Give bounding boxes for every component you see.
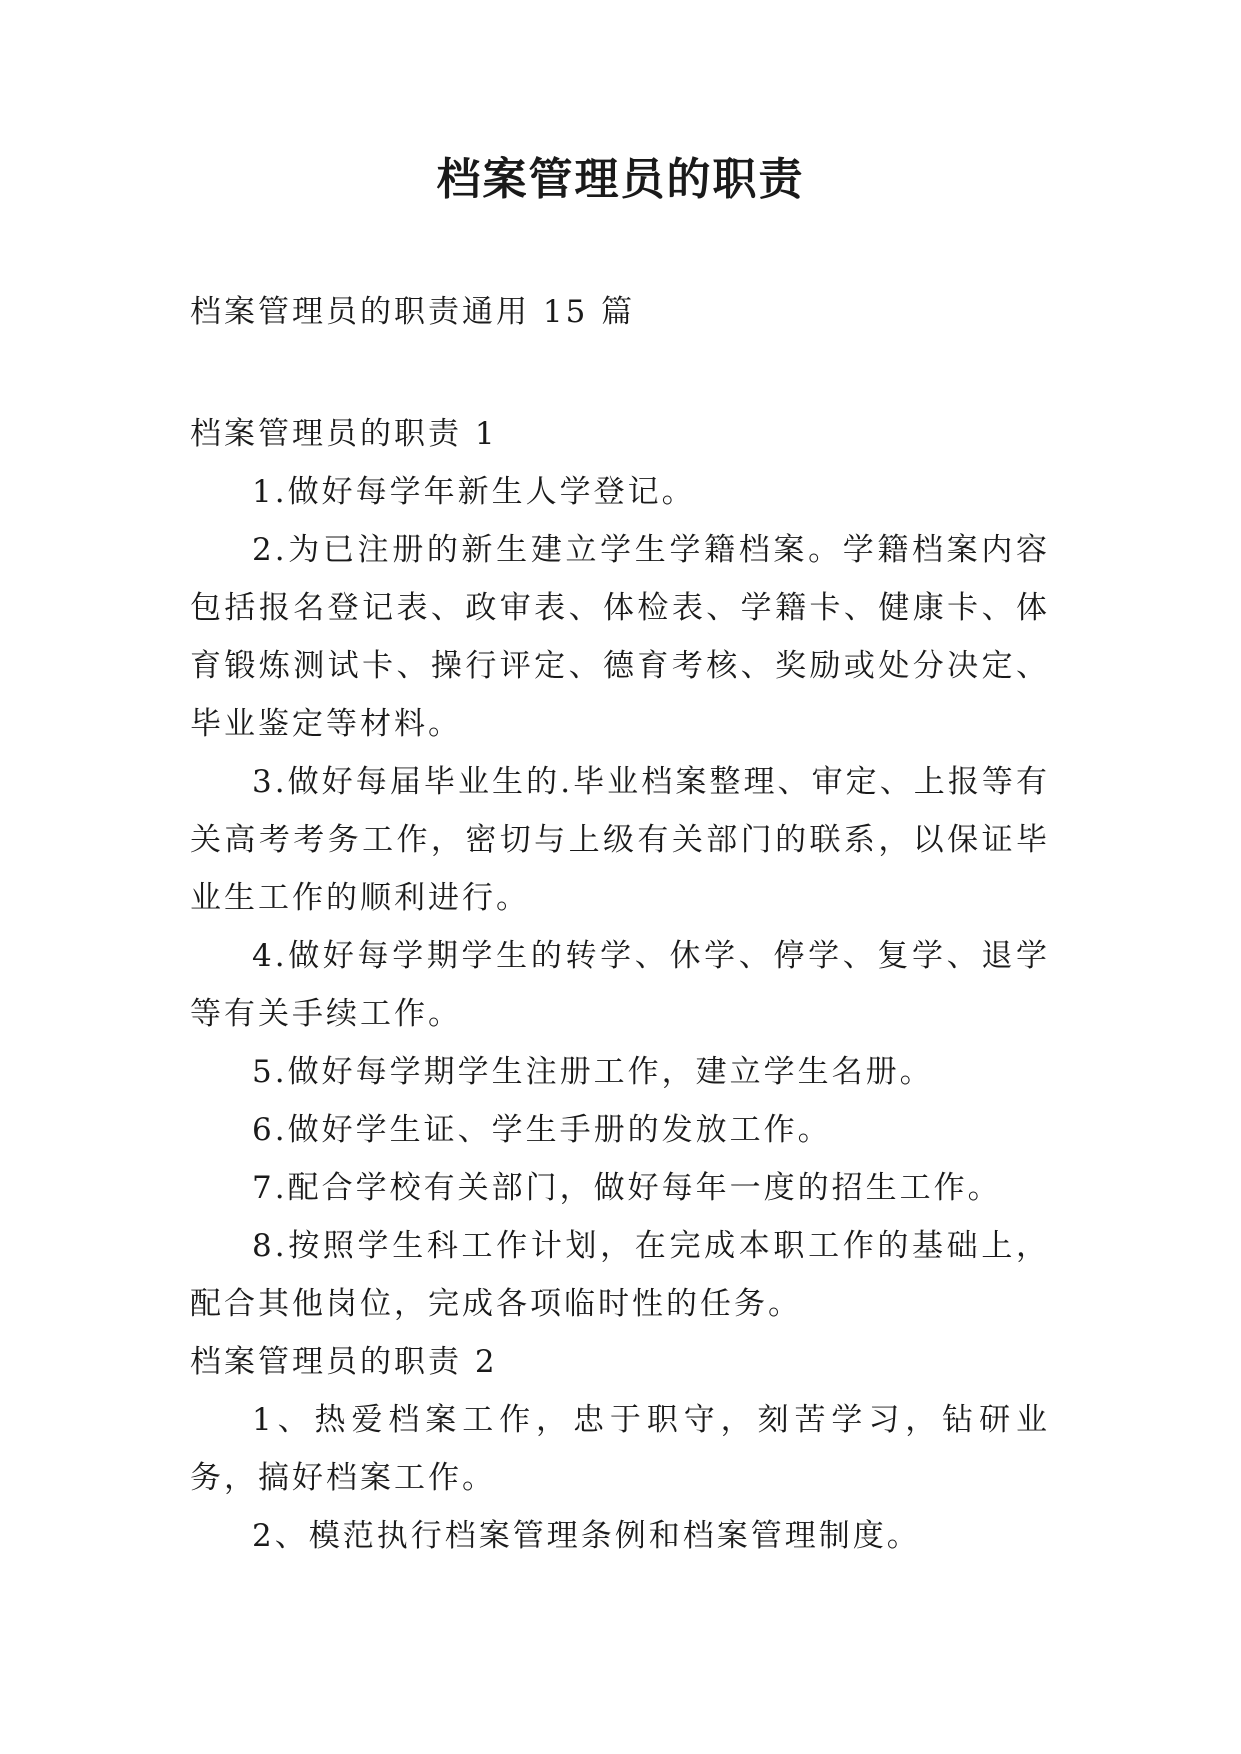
- paragraph: 3.做好每届毕业生的.毕业档案整理、审定、上报等有关高考考务工作，密切与上级有关部门的联系，以保证毕业生工作的顺利进行。: [190, 764, 1050, 916]
- document-subtitle: 档案管理员的职责通用 15 篇: [190, 294, 636, 330]
- paragraph: 7.配合学校有关部门，做好每年一度的招生工作。: [252, 1170, 1002, 1206]
- paragraph: 5.做好每学期学生注册工作，建立学生名册。: [252, 1054, 934, 1090]
- section-1: [190, 405, 1050, 1333]
- paragraph: 8.按照学生科工作计划，在完成本职工作的基础上，配合其他岗位，完成各项临时性的任务。: [190, 1228, 1050, 1322]
- paragraph: 4.做好每学期学生的转学、休学、停学、复学、退学等有关手续工作。: [190, 938, 1050, 1032]
- section-heading: 档案管理员的职责 1: [190, 416, 498, 452]
- document-title: 档案管理员的职责: [436, 154, 805, 205]
- paragraph: 2、模范执行档案管理条例和档案管理制度。: [252, 1518, 921, 1554]
- paragraph: 6.做好学生证、学生手册的发放工作。: [252, 1112, 832, 1148]
- section-2: [190, 1333, 1050, 1565]
- section-heading: 档案管理员的职责 2: [190, 1344, 498, 1380]
- paragraph: 2.为已注册的新生建立学生学籍档案。学籍档案内容包括报名登记表、政审表、体检表、学籍卡、健康卡、体育锻炼测试卡、操行评定、德育考核、奖励或处分决定、毕业鉴定等材料。: [190, 532, 1050, 742]
- document-body: [190, 405, 1050, 1565]
- paragraph: 1.做好每学年新生人学登记。: [252, 474, 696, 510]
- paragraph: 1、热爱档案工作，忠于职守，刻苦学习，钻研业务，搞好档案工作。: [190, 1402, 1050, 1496]
